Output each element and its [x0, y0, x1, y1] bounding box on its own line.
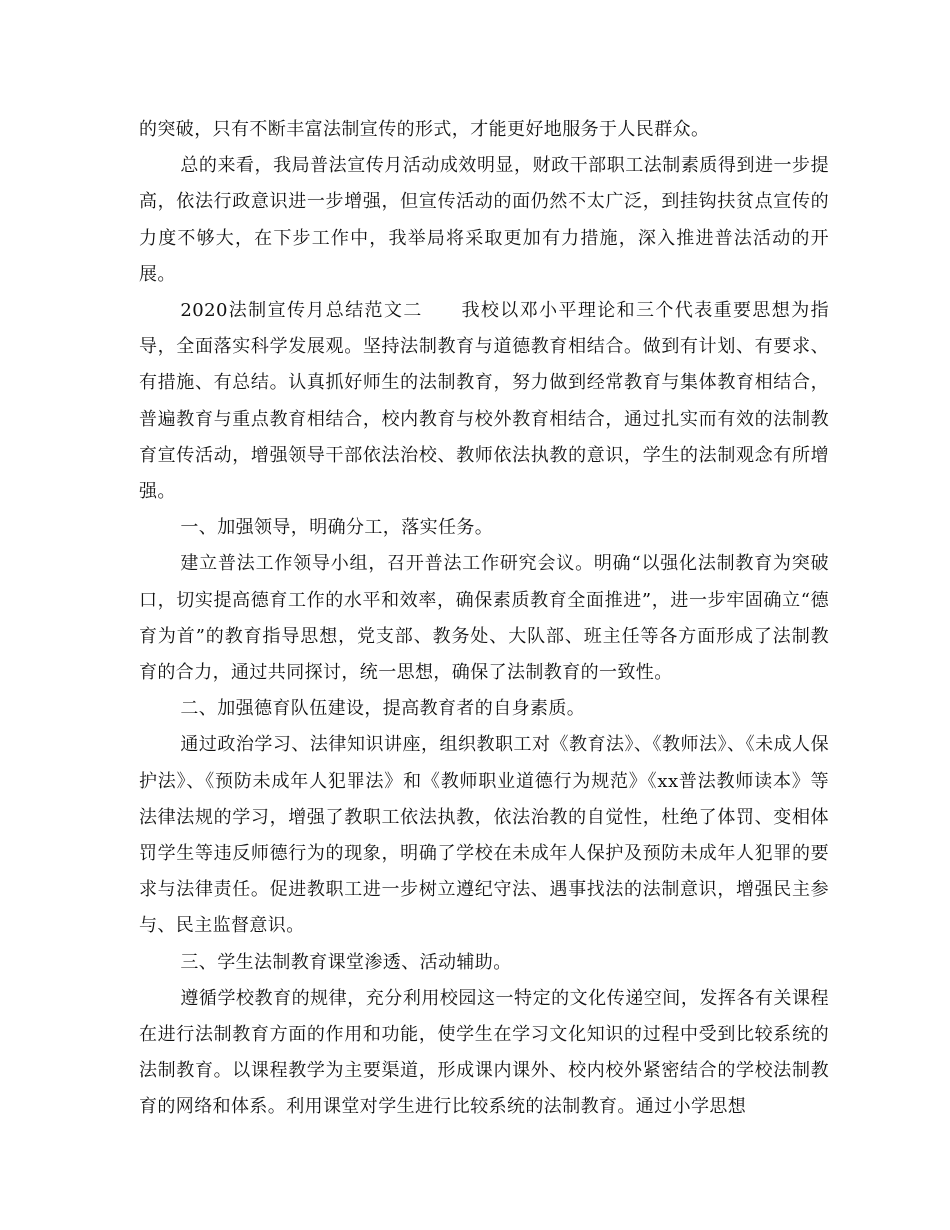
paragraph-6: 遵循学校教育的规律，充分利用校园这一特定的文化传递空间，发挥各有关课程在进行法制教育方面的作用和功能，使学生在学习文化知识的过程中受到比较系统的法制教育。以课程教学为主要渠道，形成课内课外、校内校外紧密结合的学校法制教育的网络和体系。利用课堂对学生进行比较系统的法制教育。通过小学思想 [139, 987, 829, 1118]
paragraph-2: 总的来看，我局普法宣传月活动成效明显，财政干部职工法制素质得到进一步提高，依法行政意识进一步增强，但宣传活动的面仍然不太广泛，到挂钩扶贫点宣传的力度不够大，在下步工作中，我举局将采取更加有力措施，深入推进普法活动的开展。 [139, 155, 829, 285]
paragraph-5: 通过政治学习、法律知识讲座，组织教职工对《教育法》、《教师法》、《未成人保护法》、《预防未成年人犯罪法》和《教师职业道德行为规范》《xx普法教师读本》等法律法规的学习，增强了教职工依法执教，依法治教的自觉性，杜绝了体罚、变相体罚学生等违反师德行为的现象，明确了学校在未成年人保护及预防未成年人犯罪的要求与法律责任。促进教职工进一步树立遵纪守法、遇事找法的法制意识，增强民主参与、民主监督意识。 [139, 734, 829, 937]
paragraph-4: 建立普法工作领导小组，召开普法工作研究会议。明确“以强化法制教育为突破口，切实提高德育工作的水平和效率，确保素质教育全面推进”，进一步牢固确立“德育为首”的教育指导思想，党支部、教务处、大队部、班主任等各方面形成了法制教育的合力，通过共同探讨，统一思想，确保了法制教育的一致性。 [139, 553, 829, 684]
section-heading-2: 二、加强德育队伍建设，提高教育者的自身素质。 [180, 698, 586, 720]
section-heading-3: 三、学生法制教育课堂渗透、活动辅助。 [180, 951, 512, 973]
paragraph-3: 2020法制宣传月总结范文二 我校以邓小平理论和三个代表重要思想为指导，全面落实科学发展观。坚持法制教育与道德教育相结合。做到有计划、有要求、有措施、有总结。认真抓好师生的法制教育，努力做到经常教育与集体教育相结合，普遍教育与重点教育相结合，校内教育与校外教育相结合，通过扎实而有效的法制教育宣传活动，增强领导干部依法治校、教师依法执教的意识，学生的法制观念有所增强。 [139, 300, 829, 503]
section-heading-1: 一、加强领导，明确分工，落实任务。 [180, 517, 494, 539]
paragraph-1: 的突破，只有不断丰富法制宣传的形式，才能更好地服务于人民群众。 [139, 119, 710, 140]
document-body [139, 112, 829, 1126]
